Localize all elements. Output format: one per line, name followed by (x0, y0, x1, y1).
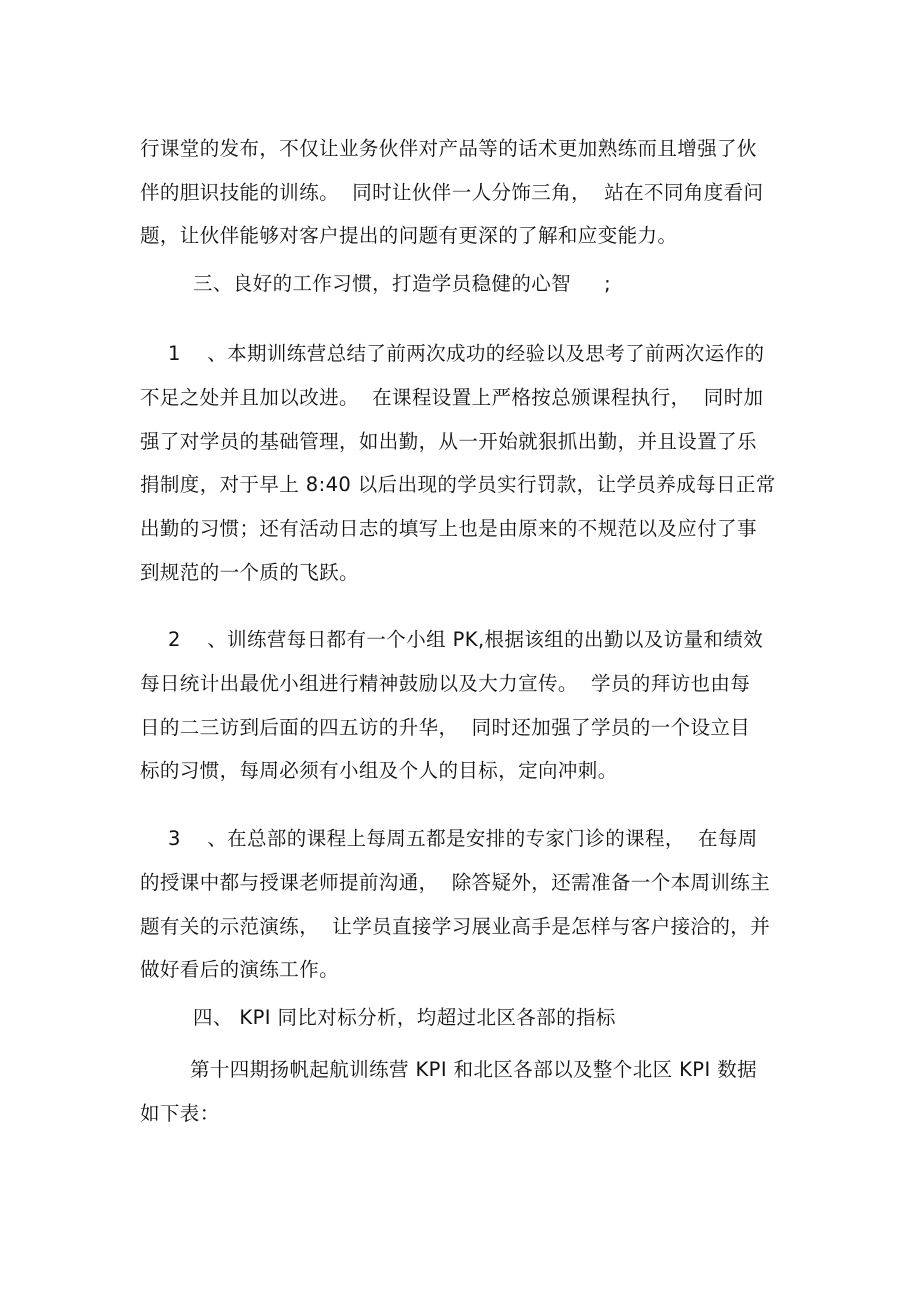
paragraph-line: 做好看后的演练工作。 (140, 958, 340, 981)
paragraph-line: 日的二三访到后面的四五访的升华， 同时还加强了学员的一个设立目 (140, 716, 751, 739)
paragraph-line: 到规范的一个质的飞跃。 (140, 561, 359, 584)
list-item-3-line: 3 、在总部的课程上每周五都是安排的专家门诊的课程， 在每周 (168, 827, 758, 850)
paragraph-line: 每日统计出最优小组进行精神鼓励以及大力宣传。 学员的拜访也由每 (140, 672, 751, 695)
paragraph-line: 标的习惯，每周必须有小组及个人的目标，定向冲刺。 (140, 759, 618, 782)
paragraph-line: 强了对学员的基础管理，如出勤，从一开始就狠抓出勤，并且设置了乐 (140, 430, 757, 453)
section-heading-4: 四、 KPI 同比对标分析，均超过北区各部的指标 (193, 1006, 616, 1029)
paragraph-line: 第十四期扬帆起航训练营 KPI 和北区各部以及整个北区 KPI 数据 (190, 1058, 757, 1081)
paragraph-line: 题有关的示范演练， 让学员直接学习展业高手是怎样与客户接洽的，并 (140, 915, 771, 938)
paragraph-line: 出勤的习惯；还有活动日志的填写上也是由原来的不规范以及应付了事 (140, 517, 757, 540)
paragraph-line: 题，让伙伴能够对客户提出的问题有更深的了解和应变能力。 (140, 224, 678, 247)
paragraph-line: 捐制度，对于早上 8:40 以后出现的学员实行罚款，让学员养成每日正常 (140, 473, 776, 496)
list-item-1-line: 1 、本期训练营总结了前两次成功的经验以及思考了前两次运作的 (168, 342, 765, 365)
section-heading-3: 三、良好的工作习惯，打造学员稳健的心智 ; (193, 272, 612, 295)
paragraph-line: 不足之处并且加以改进。 在课程设置上严格按总颁课程执行， 同时加 (140, 386, 764, 409)
paragraph-line: 行课堂的发布，不仅让业务伙伴对产品等的话术更加熟练而且增强了伙 (140, 137, 757, 160)
paragraph-line: 如下表： (140, 1102, 220, 1125)
paragraph-line: 的授课中都与授课老师提前沟通， 除答疑外，还需准备一个本周训练主 (140, 871, 771, 894)
list-item-2-line: 2 、训练营每日都有一个小组 PK,根据该组的出勤以及访量和绩效 (168, 628, 764, 651)
paragraph-line: 伴的胆识技能的训练。 同时让伙伴一人分饰三角， 站在不同角度看问 (140, 181, 764, 204)
